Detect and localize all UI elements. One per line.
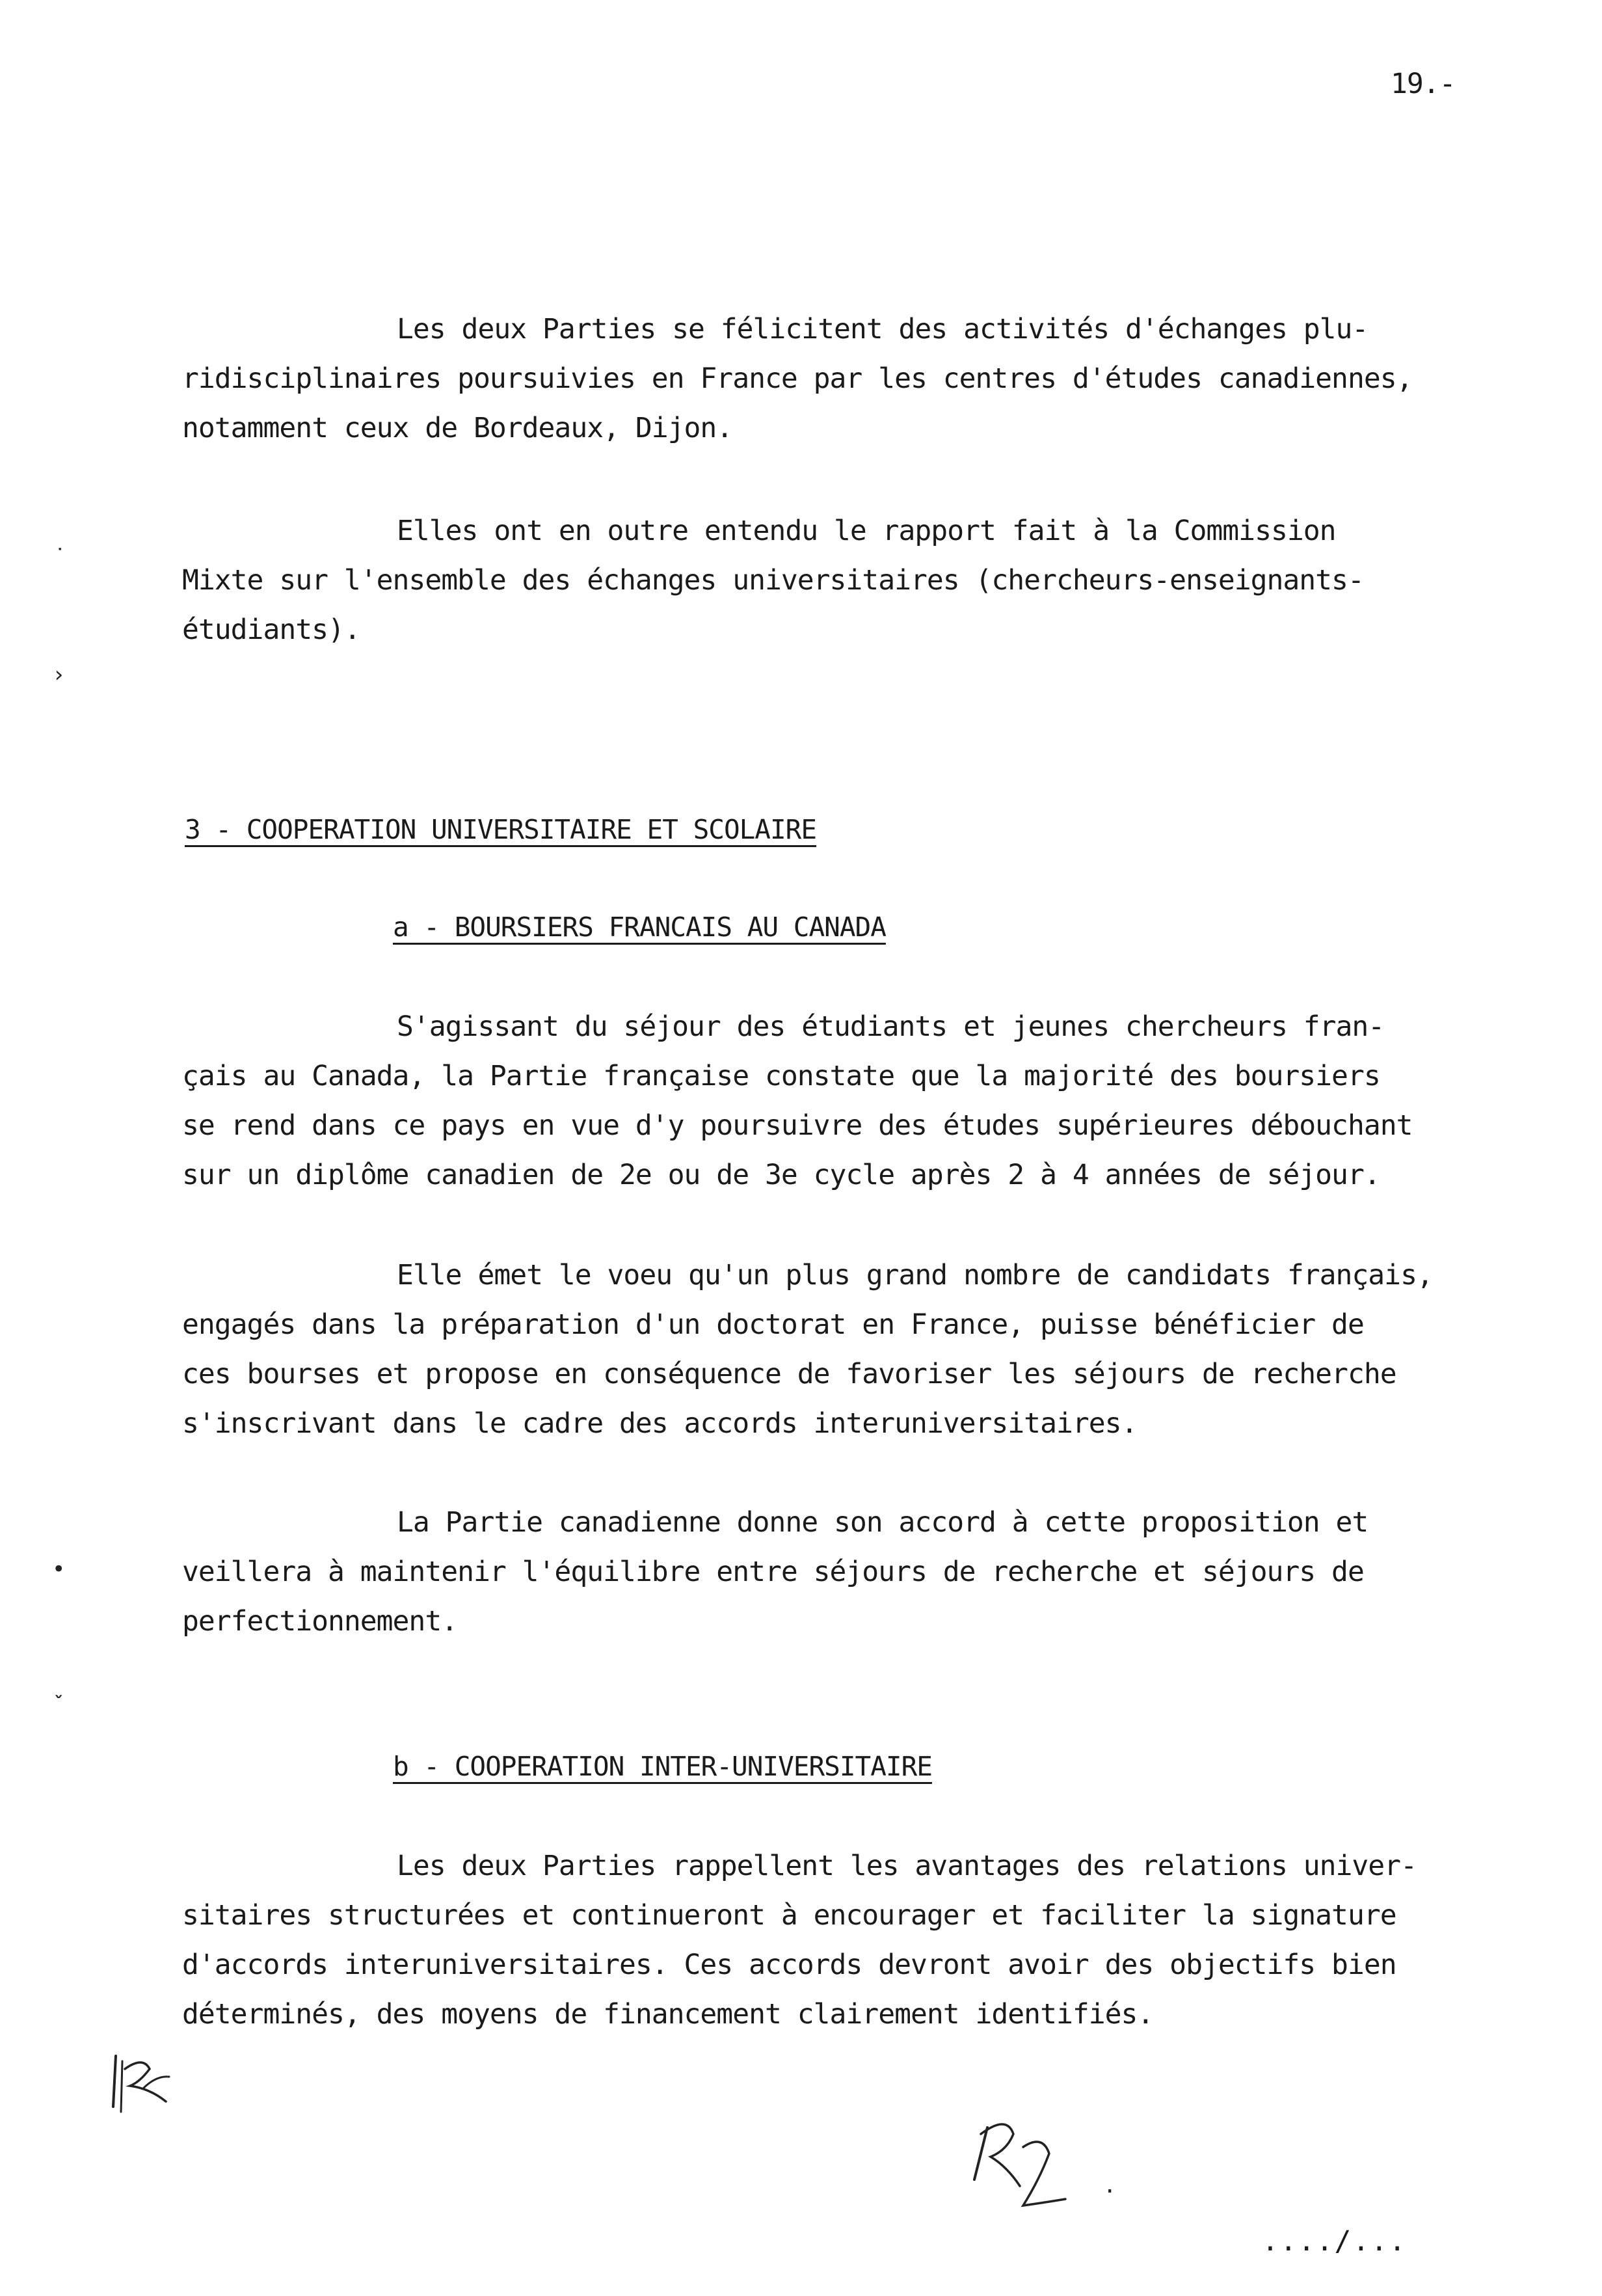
paragraph-line: notamment ceux de Bordeaux, Dijon. [182,412,733,444]
paragraph-line: déterminés, des moyens de financement clairement identifiés. [182,1998,1154,2031]
subsection-a-heading: a - BOURSIERS FRANCAIS AU CANADA [393,912,886,943]
paragraph-line: Les deux Parties rappellent les avantages des relations univer- [397,1850,1417,1882]
paragraph-line: ces bourses et propose en conséquence de favoriser les séjours de recherche [182,1358,1396,1390]
paragraph-line: Elle émet le voeu qu'un plus grand nombre de candidats français, [397,1259,1433,1291]
paragraph-relations-universitaires [182,1841,1417,2039]
continuation-mark: ..../... [1262,2225,1408,2258]
paragraph-line: veillera à maintenir l'équilibre entre séjours de recherche et séjours de [182,1556,1364,1588]
paragraph-line: sitaires structurées et continueront à encourager et faciliter la signature [182,1899,1396,1932]
scan-speck-mark: › [52,662,66,688]
paragraph-sejour-etudiants [182,1002,1413,1200]
paragraph-activites-echanges [182,304,1413,453]
subsection-b-heading: b - COOPERATION INTER-UNIVERSITAIRE [393,1751,932,1782]
paragraph-line: s'inscrivant dans le cadre des accords interuniversitaires. [182,1407,1138,1440]
paragraph-line: La Partie canadienne donne son accord à cette proposition et [397,1506,1368,1539]
section-heading: 3 - COOPERATION UNIVERSITAIRE ET SCOLAIRE [185,814,817,845]
paragraph-line: Les deux Parties se félicitent des activités d'échanges plu- [397,313,1368,345]
paragraph-rapport-commission [182,506,1364,655]
paragraph-line: çais au Canada, la Partie française constate que la majorité des boursiers [182,1060,1380,1092]
paragraph-line: perfectionnement. [182,1605,458,1638]
paragraph-line: étudiants). [182,614,360,646]
paragraph-line: ridisciplinaires poursuivies en France par les centres d'études canadiennes, [182,362,1413,395]
paragraph-line: S'agissant du séjour des étudiants et jeunes chercheurs fran- [397,1010,1385,1043]
paragraph-line: Elles ont en outre entendu le rapport fait à la Commission [397,515,1336,547]
handwritten-initials-left-icon [104,2049,176,2121]
page-number: 19.- [1391,68,1456,100]
paragraph-line: d'accords interuniversitaires. Ces accords devront avoir des objectifs bien [182,1949,1396,1981]
paragraph-line: sur un diplôme canadien de 2e ou de 3e cycle après 2 à 4 années de séjour. [182,1159,1380,1191]
paragraph-line: se rend dans ce pays en vue d'y poursuivre des études supérieures débouchant [182,1109,1413,1142]
paragraph-line: engagés dans la préparation d'un doctorat en France, puisse bénéficier de [182,1308,1364,1341]
scan-speck-mark: ˙ [53,545,67,571]
scan-speck-mark: • [52,1556,66,1582]
paragraph-line: Mixte sur l'ensemble des échanges universitaires (chercheurs-enseignants- [182,564,1364,597]
paragraph-voeu-candidats [182,1250,1433,1448]
handwritten-initials-right-icon [961,2108,1072,2219]
paragraph-accord-canadien [182,1498,1368,1646]
scan-speck-mark: . [1103,2172,1117,2198]
scan-speck-mark: ˬ [52,1673,66,1699]
